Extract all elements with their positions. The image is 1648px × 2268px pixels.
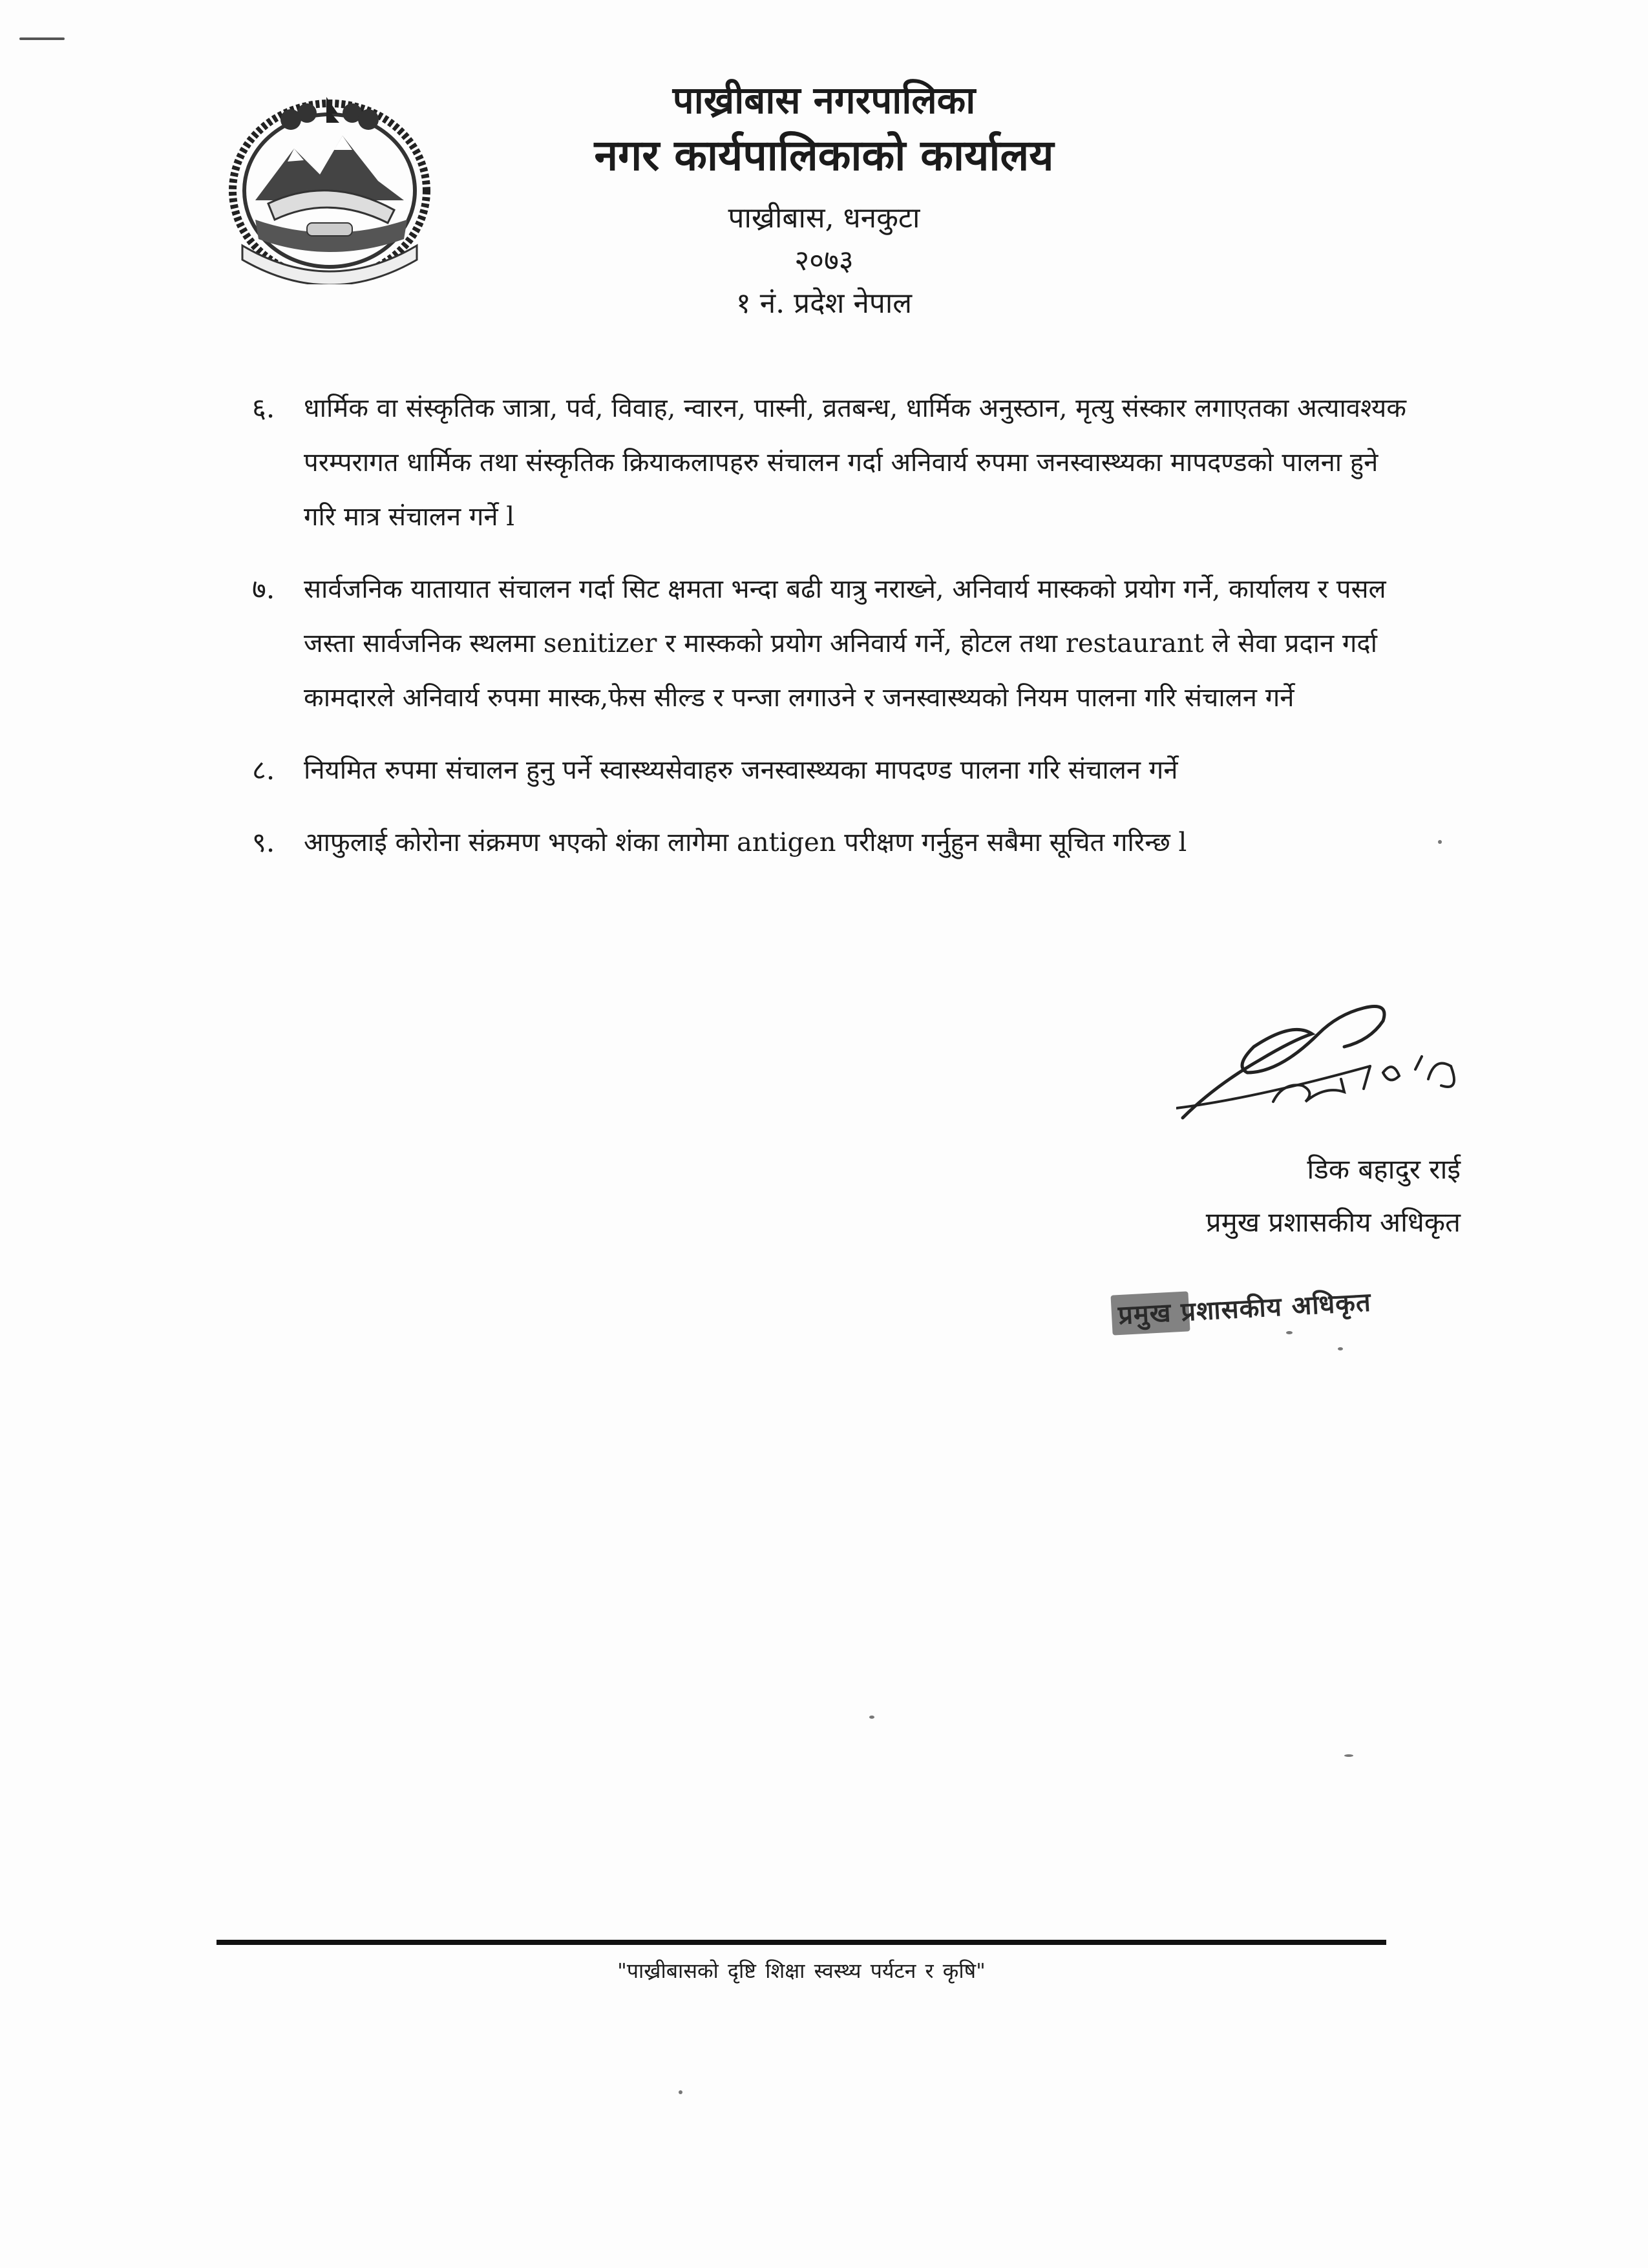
stamp-text: प्रमुख प्रशासकीय अधिकृत (1117, 1286, 1372, 1331)
footer-motto: "पाख्रीबासको दृष्टि शिक्षा स्वस्थ्य पर्यटन र कृषि" (617, 1958, 986, 1983)
scan-speck (869, 1716, 874, 1719)
municipality-name: पाख्रीबास नगरपालिका (672, 78, 976, 122)
directive-number: ८. (252, 754, 275, 786)
office-name: नगर कार्यपालिकाको कार्यालय (594, 130, 1054, 180)
directive-item (252, 562, 1415, 725)
letterhead (452, 74, 1196, 325)
directive-item (252, 381, 1415, 544)
directive-number: ६. (252, 392, 275, 424)
directive-list (252, 381, 1415, 870)
municipality-emblem-icon (223, 90, 436, 284)
directive-item (252, 815, 1415, 870)
scan-speck (1338, 1347, 1343, 1350)
scan-speck (1344, 1754, 1353, 1757)
handwritten-signature-icon (1176, 995, 1538, 1124)
directive-number: ९. (252, 826, 275, 858)
office-address: पाख्रीबास, धनकुटा (728, 202, 920, 235)
scan-speck (19, 37, 65, 40)
directive-number: ७. (252, 573, 275, 605)
signatory-title: प्रमुख प्रशासकीय अधिकृत (1205, 1206, 1461, 1238)
scan-speck (679, 2090, 682, 2094)
official-stamp (1110, 1274, 1449, 1345)
directive-text: आफुलाई कोरोना संक्रमण भएको शंका लागेमा antigen परीक्षण गर्नुहुन सबैमा सूचित गरिन्छ l (304, 828, 1187, 857)
directive-text: नियमित रुपमा संचालन हुनु पर्ने स्वास्थ्यसेवाहरु जनस्वास्थ्यका मापदण्ड पालना गरि संचालन गर्ने (304, 755, 1178, 785)
scan-speck (1438, 840, 1442, 844)
directive-item (252, 743, 1415, 797)
established-year: २०७३ (794, 244, 854, 277)
province-name: १ नं. प्रदेश नेपाल (735, 287, 913, 320)
footer-divider (217, 1940, 1386, 1945)
directive-text: सार्वजनिक यातायात संचालन गर्दा सिट क्षमता भन्दा बढी यात्रु नराख्ने, अनिवार्य मास्कको प्रयोग गर्ने, कार्यालय र पसल जस्ता सार्वजनिक स्थलमा senitizer र मास्कको प्रयोग अनिवार्य गर्ने, होटल तथा restaurant ले सेवा प्रदान गर्दा कामदारले अनिवार्य रुपमा मास्क,फेस सील्ड र पन्जा लगाउने र जनस्वास्थ्यको नियम पालना गरि संचालन गर्ने (304, 574, 1386, 713)
directive-text: धार्मिक वा संस्कृतिक जात्रा, पर्व, विवाह, न्वारन, पास्नी, व्रतबन्ध, धार्मिक अनुस्ठान, मृत्यु संस्कार लगाएतका अत्यावश्यक परम्परागत धार्मिक तथा संस्कृतिक क्रियाकलापहरु संचालन गर्दा अनिवार्य रुपमा जनस्वास्थ्यका मापदण्डको पालना हुने गरि मात्र संचालन गर्ने l (304, 394, 1406, 532)
signatory-name: डिक बहादुर राई (1307, 1153, 1461, 1185)
